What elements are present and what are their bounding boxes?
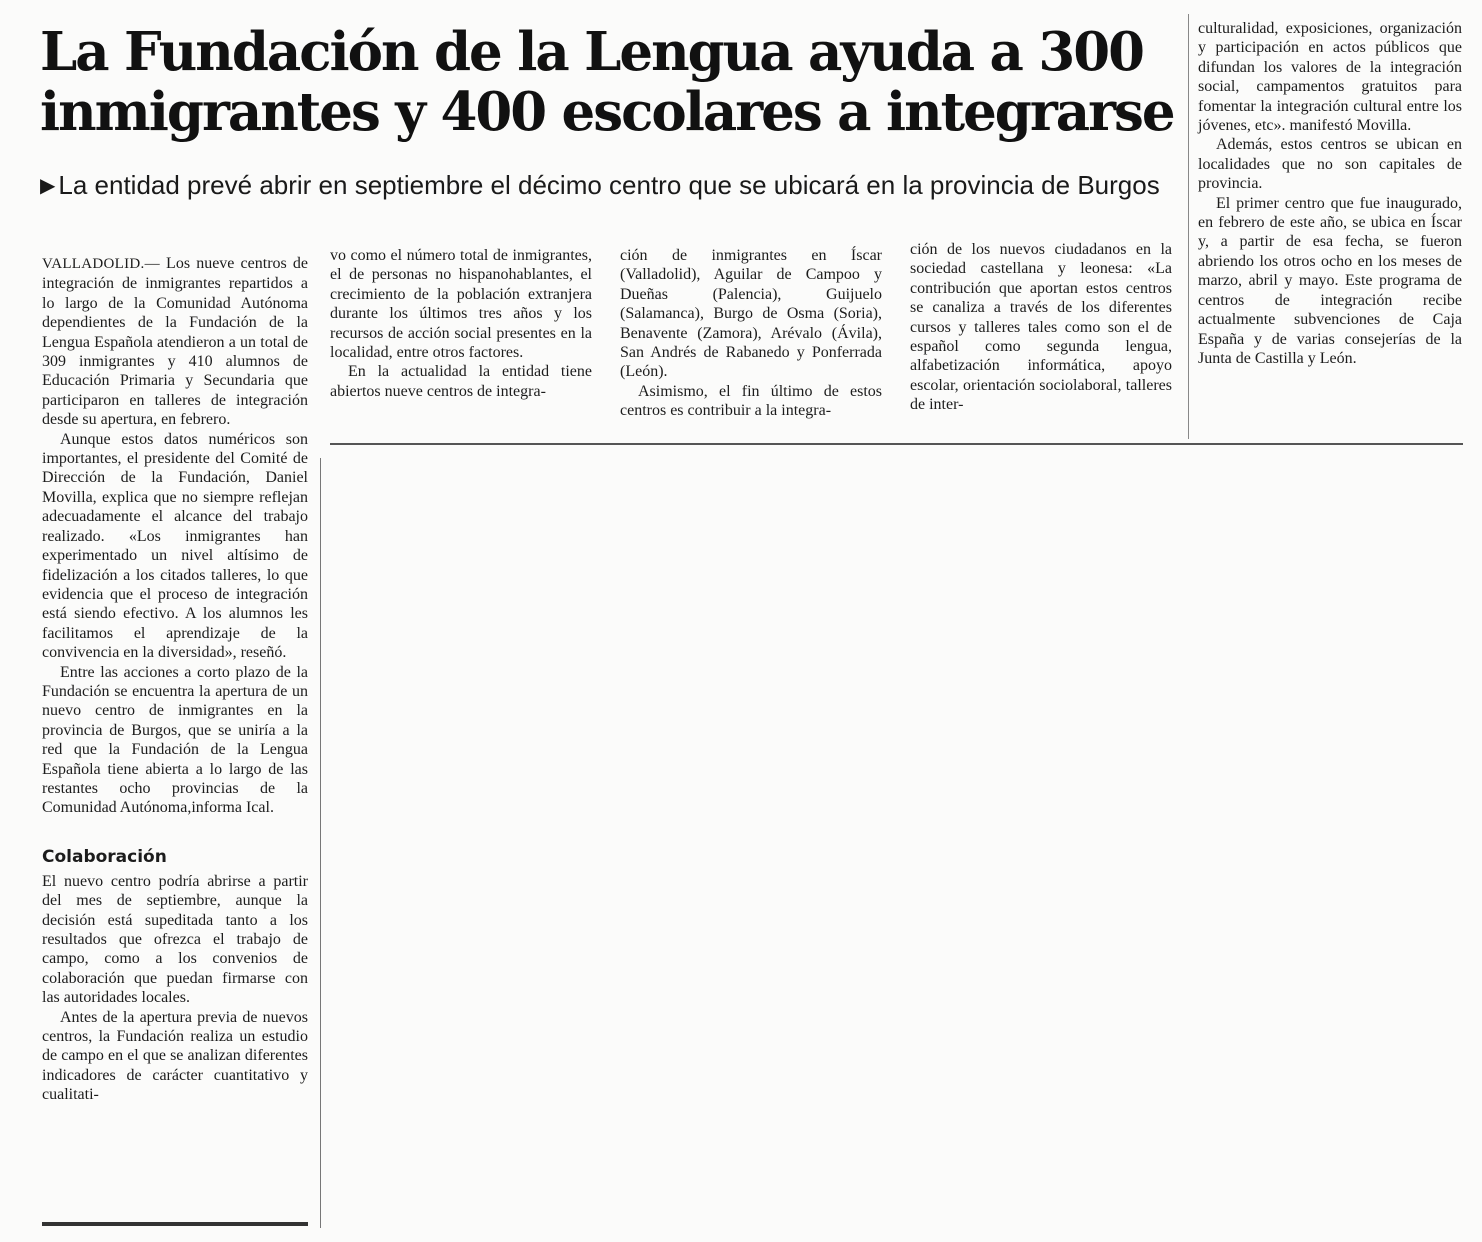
paragraph: Antes de la apertura previa de nuevos centros, la Fundación realiza un estudio de campo en el que se analizan diferentes indicadores de carácter cuantitativo y cualitati- xyxy=(42,1008,308,1104)
paragraph: Aunque estos datos numéricos son importantes, el presidente del Comité de Dirección de la Fundación, Daniel Movilla, explica que no siempre reflejan adecuadamente el alcance del trabajo realizado. «Los inmigrantes han experimentado un nivel altísimo de fidelización a los citados talleres, lo que evidencia que el proceso de integración está siendo efectivo. A los alumnos les facilitamos el aprendizaje de la convivencia en la diversidad», reseñó. xyxy=(42,430,308,662)
deck-text: La entidad prevé abrir en septiembre el décimo centro que se ubicará en la provincia de Burgos xyxy=(58,170,1160,200)
paragraph: En la actualidad la entidad tiene abiertos nueve centros de integra- xyxy=(330,363,592,400)
article-column-4 xyxy=(910,240,1172,415)
paragraph: vo como el número total de inmigrantes, el de personas no hispanohablantes, el crecimiento de la población extranjera durante los últimos tres años y los recursos de acción social presentes en la localidad, entre otros factores. xyxy=(330,247,592,362)
column-end-rule xyxy=(42,1222,308,1226)
column-divider xyxy=(320,458,321,1228)
column-divider xyxy=(1188,14,1189,439)
deck-arrow-icon: ▶ xyxy=(40,175,56,197)
article-column-1 xyxy=(42,254,308,1105)
paragraph: Entre las acciones a corto plazo de la Fundación se encuentra la apertura de un nuevo centro de inmigrantes en la provincia de Burgos, que se uniría a la red que la Fundación de la Lengua Española tiene abierta a lo largo de las restantes ocho provincias de la Comunidad Autónoma,informa Ical. xyxy=(42,663,308,817)
paragraph: culturalidad, exposiciones, organización y participación en actos públicos que difundan los valores de la integración social, campamentos gratuitos para fomentar la integración cultural entre los jóvenes, etc». manifestó Movilla. xyxy=(1198,20,1462,135)
paragraph xyxy=(42,254,308,430)
paragraph: Además, estos centros se ubican en localidades que no son capitales de provincia. xyxy=(1198,136,1462,193)
paragraph: El nuevo centro podría abrirse a partir del mes de septiembre, aunque la decisión está supeditada tanto a los resultados que ofrezca el trabajo de campo, como a los convenios de colaboración que puedan firmarse con las autoridades locales. xyxy=(42,872,308,1007)
dateline: VALLADOLID.— xyxy=(42,256,160,272)
article-column-5 xyxy=(1198,19,1462,368)
paragraph: El primer centro que fue inaugurado, en febrero de este año, se ubica en Íscar y, a partir de esa fecha, se fueron abriendo los otros ocho en los meses de marzo, abril y mayo. Este programa de centros de integración recibe actualmente subvenciones de Caja España y de varias consejerías de la Junta de Castilla y León. xyxy=(1198,194,1462,367)
section-subhead: Colaboración xyxy=(42,846,167,867)
paragraph: Asimismo, el fin último de estos centros es contribuir a la integra- xyxy=(620,382,882,420)
bottom-rule xyxy=(330,443,1463,445)
article-column-2 xyxy=(330,246,592,401)
paragraph: ción de los nuevos ciudadanos en la sociedad castellana y leonesa: «La contribución que aportan estos centros se canaliza a través de los diferentes cursos y talleres tales como son el de español como segunda lengua, alfabetización informática, apoyo escolar, orientación sociolaboral, talleres de inter- xyxy=(910,241,1172,414)
paragraph-text: Los nueve centros de integración de inmigrantes repartidos a lo largo de la Comunidad Autónoma dependientes de la Fundación de la Lengua Española atendieron a un total de 309 inmigrantes y 410 alumnos de Educación Primaria y Secundaria que participaron en talleres de integración desde su apertura, en febrero. xyxy=(42,255,308,429)
deck-subtitle xyxy=(40,168,1190,203)
headline: La Fundación de la Lengua ayuda a 300 inmigrantes y 400 escolares a integrarse xyxy=(40,21,1174,143)
paragraph: ción de inmigrantes en Íscar (Valladolid), Aguilar de Campoo y Dueñas (Palencia), Guijuelo (Salamanca), Burgo de Osma (Soria), Benavente (Zamora), Arévalo (Ávila), San Andrés de Rabanedo y Ponferrada (León). xyxy=(620,247,882,381)
article-column-3 xyxy=(620,246,882,421)
